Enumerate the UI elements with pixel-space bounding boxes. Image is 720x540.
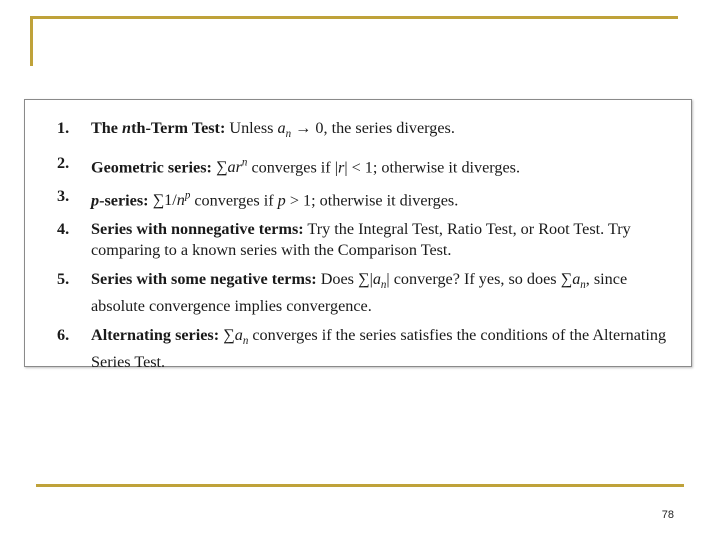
item-text: Alternating series: $\sum a_n$ converges if the series satisfies the conditions of the Alternating Series Test.: [91, 325, 667, 372]
series-tests-box: [24, 99, 692, 372]
list-item: [57, 269, 677, 318]
formula-abs-an-sum: $\sum|a_n|$: [358, 269, 390, 291]
item-heading: The nth-Term Test:: [91, 119, 226, 137]
formula-an-sum: $\sum a_n$: [560, 269, 586, 291]
item-text: The nth-Term Test: Unless $a_n \to 0$, the series diverges.: [91, 119, 455, 141]
list-item: [57, 325, 677, 374]
page-number: 78: [661, 509, 674, 521]
left-accent-line: [30, 16, 33, 66]
item-heading: Series with nonnegative terms:: [91, 219, 304, 238]
item-text: Geometric series: $\sum ar^n$ converges if |r| < 1; otherwise it diverges.: [91, 156, 521, 177]
item-heading: Geometric series:: [91, 158, 212, 177]
item-heading: Series with some negative terms:: [91, 269, 317, 288]
item-text: p-series: $\sum 1/n^p$ converges if p > 1; otherwise it diverges.: [91, 189, 459, 210]
series-tests-list: [57, 118, 677, 381]
list-item: [57, 186, 677, 212]
item-text: Series with nonnegative terms: Try the Integral Test, Ratio Test, or Root Test. Try comparing to a known series with the Comparison Test.: [91, 219, 631, 260]
formula-p-series-sum: $\sum 1/n^p$: [152, 189, 191, 210]
item-heading: p-series:: [91, 191, 149, 210]
item-number: 1.: [57, 119, 70, 137]
formula-geometric-sum: $\sum ar^n$: [215, 156, 248, 177]
item-number: 5.: [57, 269, 70, 288]
formula-an-sum: $\sum a_n$: [223, 325, 249, 347]
top-accent-line: [30, 16, 678, 19]
item-number: 3.: [57, 186, 70, 205]
list-item: [57, 219, 677, 262]
item-heading: Alternating series:: [91, 325, 220, 344]
list-item: [57, 153, 677, 179]
item-number: 2.: [57, 153, 70, 172]
formula-an-to-zero: $a_n \to 0$: [277, 119, 324, 141]
item-number: 6.: [57, 325, 70, 344]
item-text: Series with some negative terms: Does $\sum|a_n|$ converge? If yes, so does $\sum a_n$, since absolute convergence implies convergence.: [91, 269, 628, 316]
bottom-accent-line: [36, 484, 684, 487]
list-item: [57, 118, 677, 146]
item-number: 4.: [57, 219, 70, 238]
formula-abs-r-less-1: |r| < 1: [334, 158, 373, 177]
formula-p-greater-1: p > 1: [277, 191, 312, 210]
